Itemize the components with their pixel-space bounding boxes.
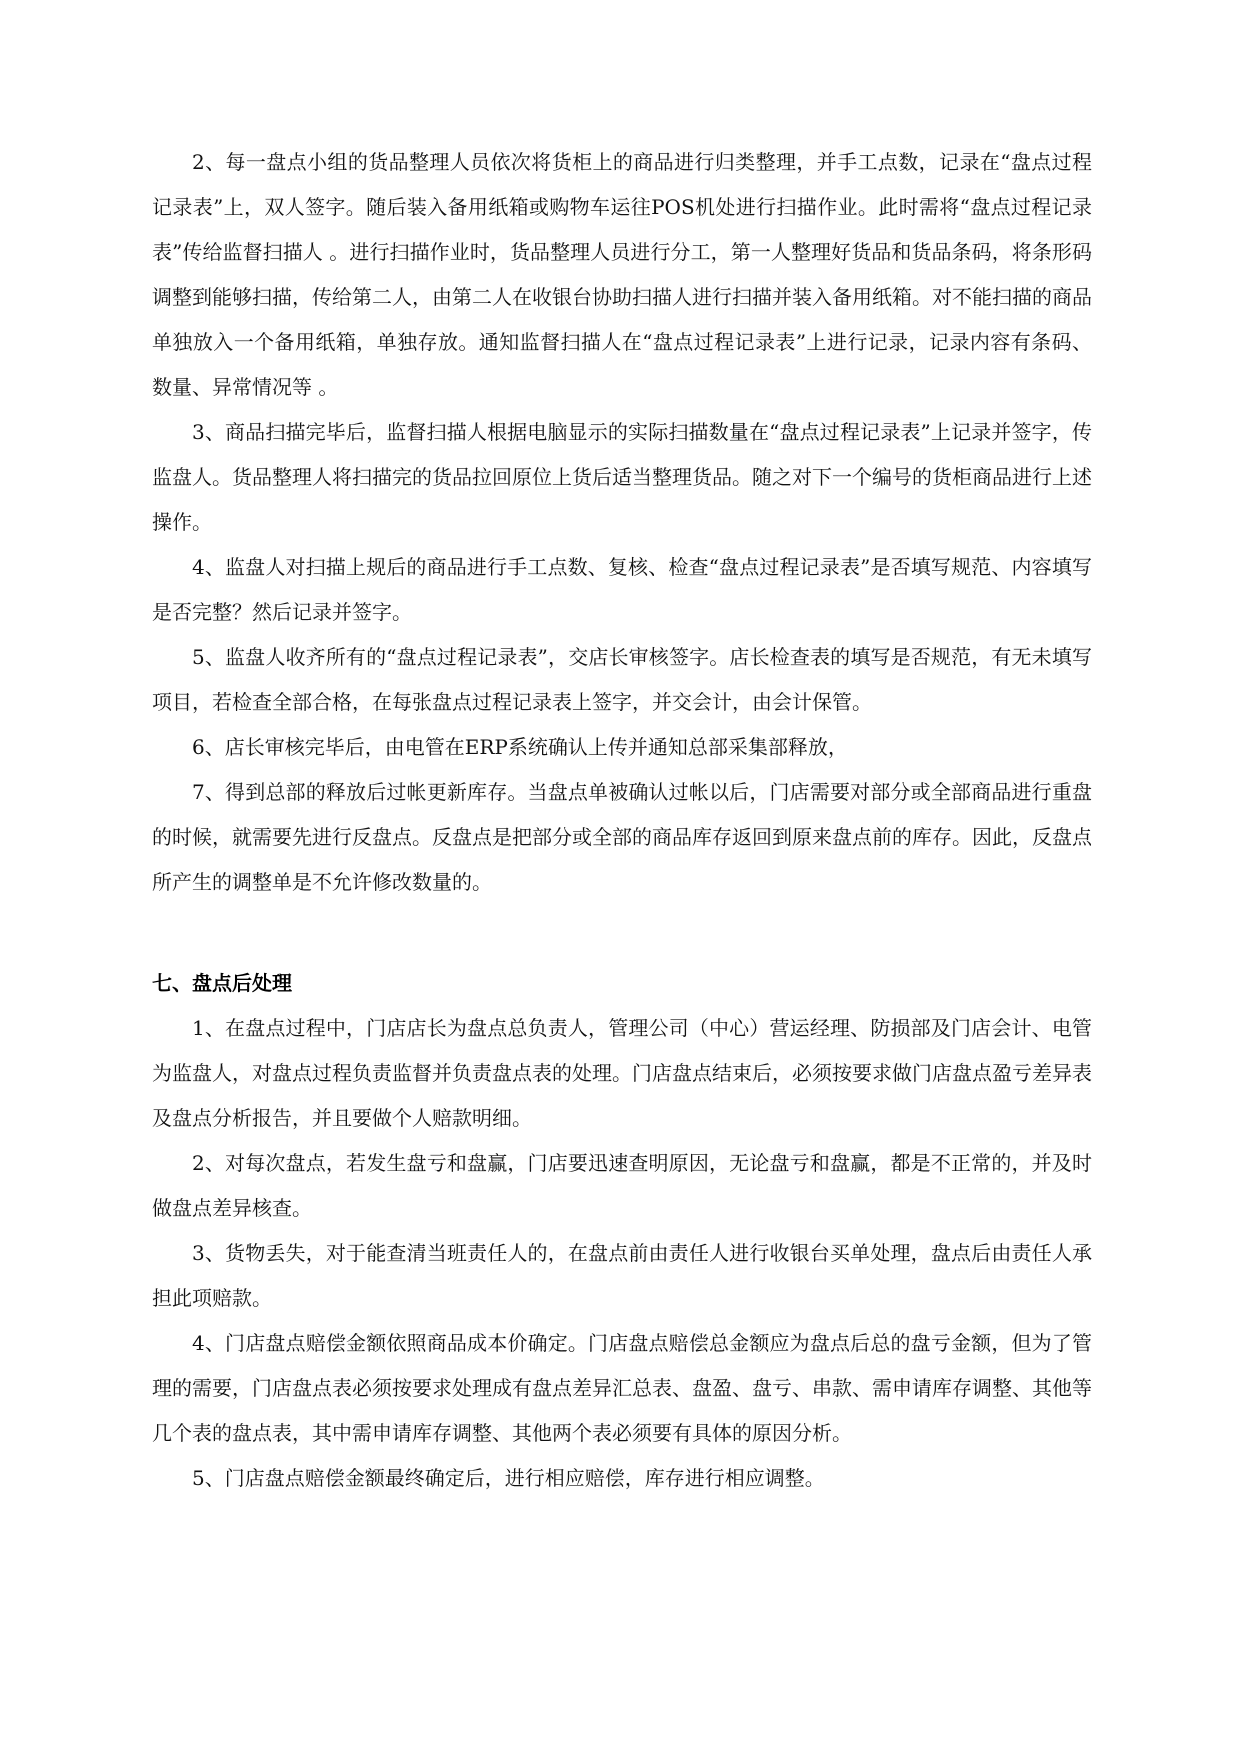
paragraph-step-7: 7、得到总部的释放后过帐更新库存。当盘点单被确认过帐以后，门店需要对部分或全部商品进行重盘的时候，就需要先进行反盘点。反盘点是把部分或全部的商品库存返回到原来盘点前的库存。因此，反盘点所产生的调整单是不允许修改数量的。 <box>152 780 1092 894</box>
paragraph-step-6: 6、店长审核完毕后，由电管在ERP系统确认上传并通知总部采集部释放， <box>192 735 848 759</box>
paragraph-post-4: 4、门店盘点赔偿金额依照商品成本价确定。门店盘点赔偿总金额应为盘点后总的盘亏金额，但为了管理的需要，门店盘点表必须按要求处理成有盘点差异汇总表、盘盈、盘亏、串款、需申请库存调整、其他等几个表的盘点表，其中需申请库存调整、其他两个表必须要有具体的原因分析。 <box>152 1331 1092 1445</box>
paragraph-step-5: 5、监盘人收齐所有的“盘点过程记录表”，交店长审核签字。店长检查表的填写是否规范，有无未填写项目，若检查全部合格，在每张盘点过程记录表上签字，并交会计，由会计保管。 <box>152 645 1092 714</box>
document-body <box>152 140 1092 1501</box>
paragraph-post-5: 5、门店盘点赔偿金额最终确定后，进行相应赔偿，库存进行相应调整。 <box>192 1466 825 1490</box>
paragraph-post-2: 2、对每次盘点，若发生盘亏和盘赢，门店要迅速查明原因，无论盘亏和盘赢，都是不正常的，并及时做盘点差异核查。 <box>152 1151 1092 1220</box>
paragraph-post-1: 1、在盘点过程中，门店店长为盘点总负责人，管理公司（中心）营运经理、防损部及门店会计、电管为监盘人，对盘点过程负责监督并负责盘点表的处理。门店盘点结束后，必须按要求做门店盘点盈亏差异表及盘点分析报告，并且要做个人赔款明细。 <box>152 1016 1092 1130</box>
paragraph-step-4: 4、监盘人对扫描上规后的商品进行手工点数、复核、检查“盘点过程记录表”是否填写规范、内容填写是否完整？然后记录并签字。 <box>152 555 1092 624</box>
section-heading: 七、盘点后处理 <box>152 971 292 995</box>
paragraph-step-2: 2、每一盘点小组的货品整理人员依次将货柜上的商品进行归类整理，并手工点数，记录在“盘点过程记录表”上，双人签字。随后装入备用纸箱或购物车运往POS机处进行扫描作业。此时需将“盘点过程记录表”传给监督扫描人 。进行扫描作业时，货品整理人员进行分工，第一人整理好货品和货品条码，将条形码调整到能够扫描，传给第二人，由第二人在收银台协助扫描人进行扫描并装入备用纸箱。对不能扫描的商品单独放入一个备用纸箱，单独存放。通知监督扫描人在“盘点过程记录表”上进行记录，记录内容有条码、数量、异常情况等 。 <box>152 150 1092 399</box>
paragraph-step-3: 3、商品扫描完毕后，监督扫描人根据电脑显示的实际扫描数量在“盘点过程记录表”上记录并签字，传监盘人。货品整理人将扫描完的货品拉回原位上货后适当整理货品。随之对下一个编号的货柜商品进行上述操作。 <box>152 420 1092 534</box>
paragraph-post-3: 3、货物丢失，对于能查清当班责任人的，在盘点前由责任人进行收银台买单处理，盘点后由责任人承担此项赔款。 <box>152 1241 1092 1310</box>
